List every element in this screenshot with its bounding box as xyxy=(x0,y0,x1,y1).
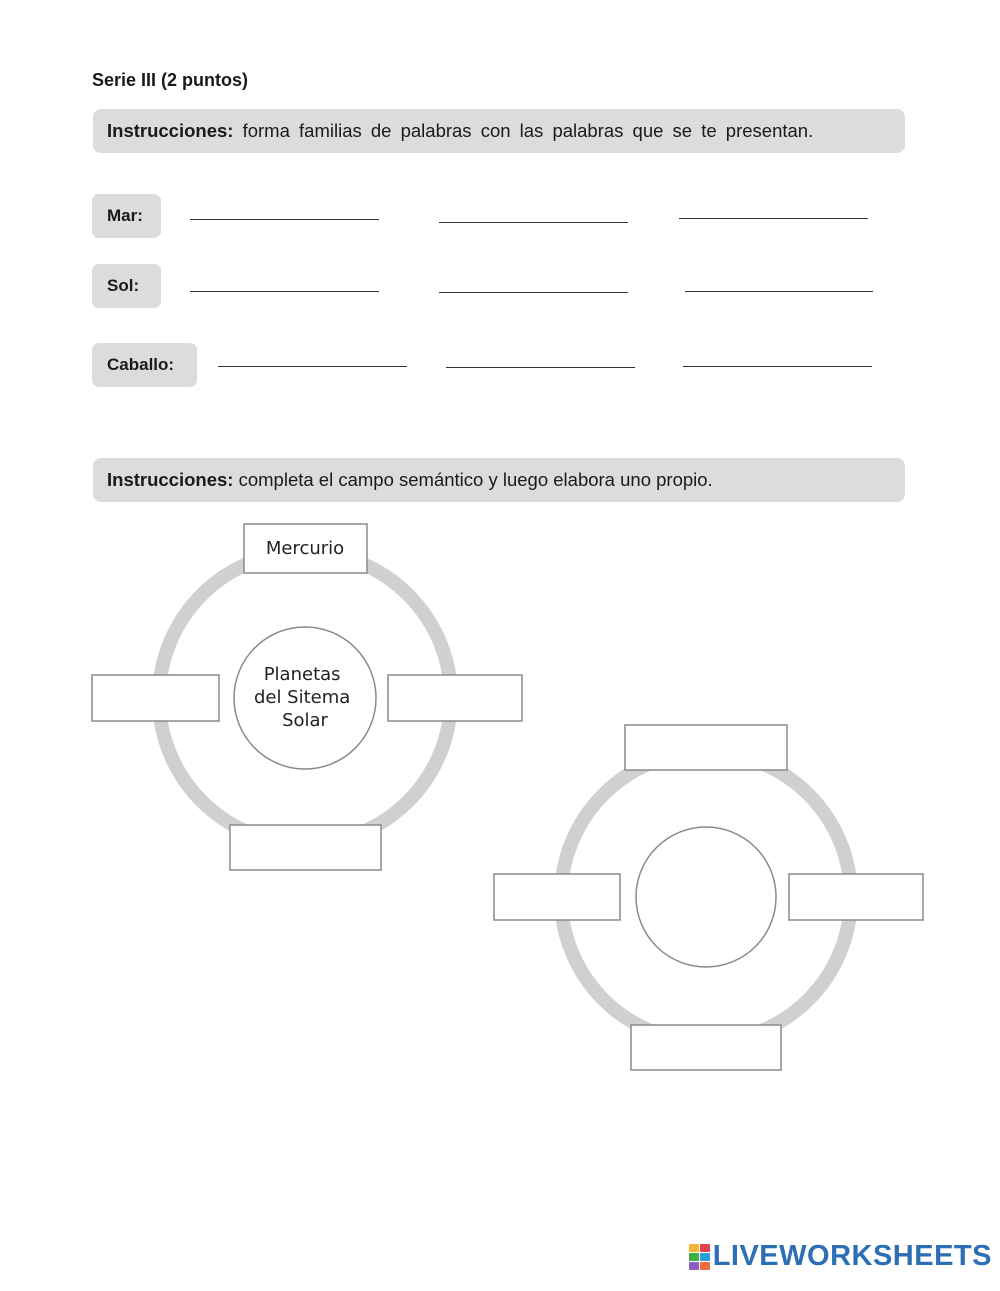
center-circle-2[interactable] xyxy=(636,827,776,967)
instruction-text-2: completa el campo semántico y luego elabora uno propio. xyxy=(238,469,713,490)
instruction-label-2: Instrucciones: xyxy=(107,469,234,490)
right-box-2[interactable] xyxy=(789,874,923,920)
word-label-caballo: Caballo: xyxy=(92,343,197,387)
logo-tile xyxy=(689,1244,699,1252)
logo-tile xyxy=(700,1244,710,1252)
top-box-text-1: Mercurio xyxy=(265,538,345,559)
liveworksheets-logo xyxy=(689,1240,992,1273)
bottom-box-1[interactable] xyxy=(230,825,381,870)
logo-icon xyxy=(689,1244,710,1270)
logo-tile xyxy=(700,1262,710,1270)
series-title: Serie III (2 puntos) xyxy=(92,70,249,90)
left-box-1[interactable] xyxy=(92,675,219,721)
logo-text: LIVEWORKSHEETS xyxy=(712,1240,992,1272)
word-label-sol: Sol: xyxy=(92,264,161,308)
instruction-label: Instrucciones: xyxy=(107,120,234,141)
left-box-2[interactable] xyxy=(494,874,620,920)
right-box-1[interactable] xyxy=(388,675,522,721)
semantic-diagram-1 xyxy=(92,524,522,870)
semantic-diagram-2 xyxy=(494,725,923,1070)
instruction-text: forma familias de palabras con las palabras que se te presentan. xyxy=(242,120,814,141)
logo-tile xyxy=(700,1253,710,1261)
top-box-2[interactable] xyxy=(625,725,787,770)
center-text-1: Planetas del Sitema Solar xyxy=(253,664,351,731)
logo-tile xyxy=(689,1262,699,1270)
word-label-mar: Mar: xyxy=(92,194,161,238)
bottom-box-2[interactable] xyxy=(631,1025,781,1070)
logo-tile xyxy=(689,1253,699,1261)
